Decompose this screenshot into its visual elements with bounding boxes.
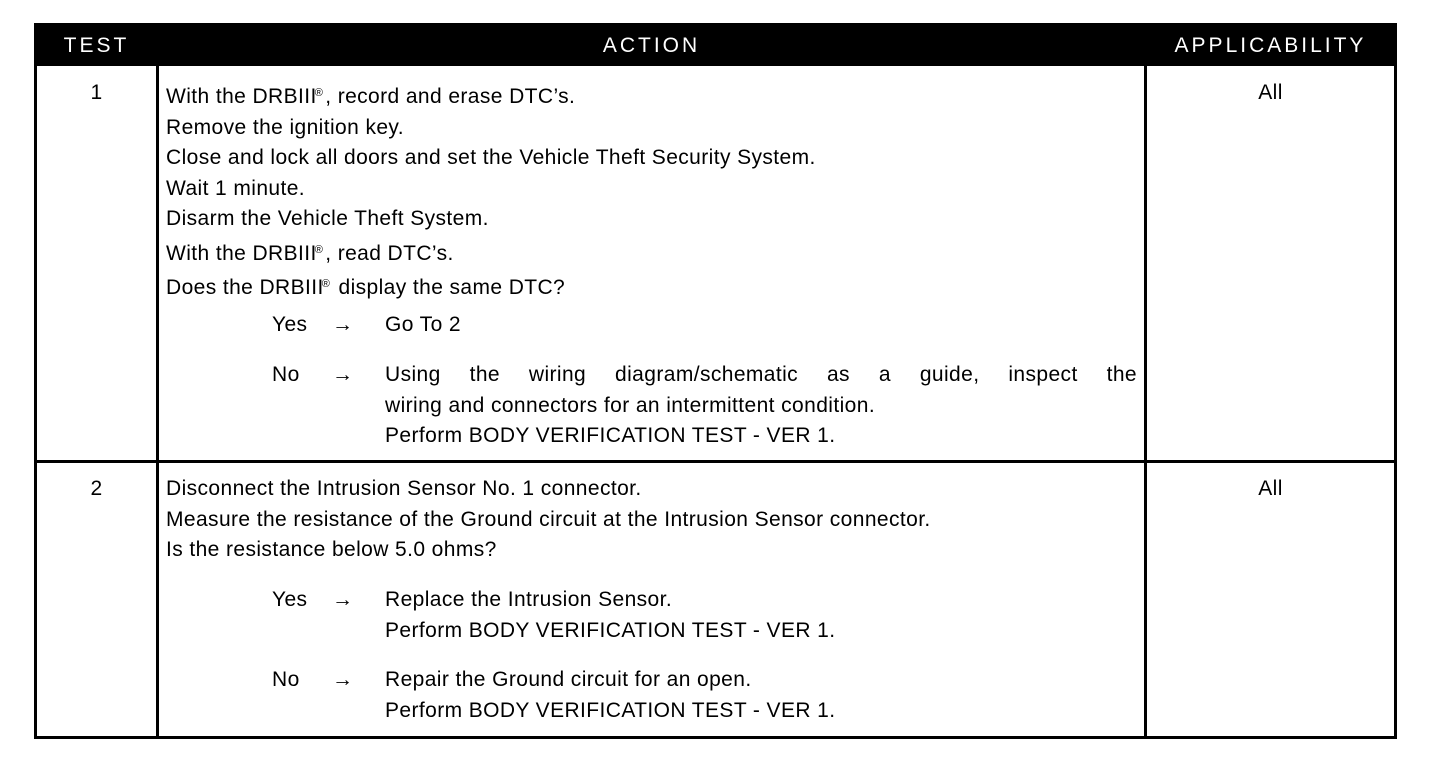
header-applicability: APPLICABILITY xyxy=(1174,34,1367,57)
no-result: Repair the Ground circuit for an open. Perform BODY VERIFICATION TEST - VER 1. xyxy=(385,668,836,722)
row-1-steps xyxy=(166,78,816,304)
no-result: Using the wiring diagram/schematic as a guide, inspect the wiring and connectors for an intermittent condition. Perform BODY VERIFICATION TEST - VER 1. xyxy=(385,363,1137,447)
table-header xyxy=(37,26,1394,66)
step-line: Disconnect the Intrusion Sensor No. 1 connector. xyxy=(166,477,642,500)
arrow-icon: → xyxy=(332,588,354,611)
arrow-icon: → xyxy=(332,363,354,386)
row-1-applicability: All xyxy=(1258,81,1283,104)
step-line: With the DRBIII®, record and erase DTC’s. xyxy=(166,85,576,108)
step-line: With the DRBIII®, read DTC’s. xyxy=(166,241,454,265)
no-label: No xyxy=(272,668,300,691)
step-line: Disarm the Vehicle Theft System. xyxy=(166,207,489,230)
arrow-icon: → xyxy=(332,668,354,691)
column-divider xyxy=(1144,66,1147,736)
yes-label: Yes xyxy=(272,588,308,611)
row-2-test-number: 2 xyxy=(90,477,103,500)
step-line: Does the DRBIII® display the same DTC? xyxy=(166,276,566,299)
yes-label: Yes xyxy=(272,313,308,336)
row-2-applicability: All xyxy=(1258,477,1283,500)
step-line: Is the resistance below 5.0 ohms? xyxy=(166,538,497,561)
step-line: Measure the resistance of the Ground circuit at the Intrusion Sensor connector. xyxy=(166,507,931,531)
step-line: Wait 1 minute. xyxy=(166,176,306,200)
row-1-test-number: 1 xyxy=(90,81,103,104)
step-line: Remove the ignition key. xyxy=(166,115,404,139)
column-divider xyxy=(156,66,159,736)
yes-result: Replace the Intrusion Sensor. Perform BODY VERIFICATION TEST - VER 1. xyxy=(385,588,836,642)
yes-result: Go To 2 xyxy=(385,313,461,336)
header-action: ACTION xyxy=(602,34,701,57)
no-label: No xyxy=(272,363,300,386)
row-divider xyxy=(37,460,1394,463)
diagnostic-test-table xyxy=(34,23,1397,739)
arrow-icon: → xyxy=(332,313,354,336)
row-2-steps xyxy=(166,474,931,566)
step-line: Close and lock all doors and set the Vehicle Theft Security System. xyxy=(166,146,816,169)
header-test: TEST xyxy=(63,34,130,57)
